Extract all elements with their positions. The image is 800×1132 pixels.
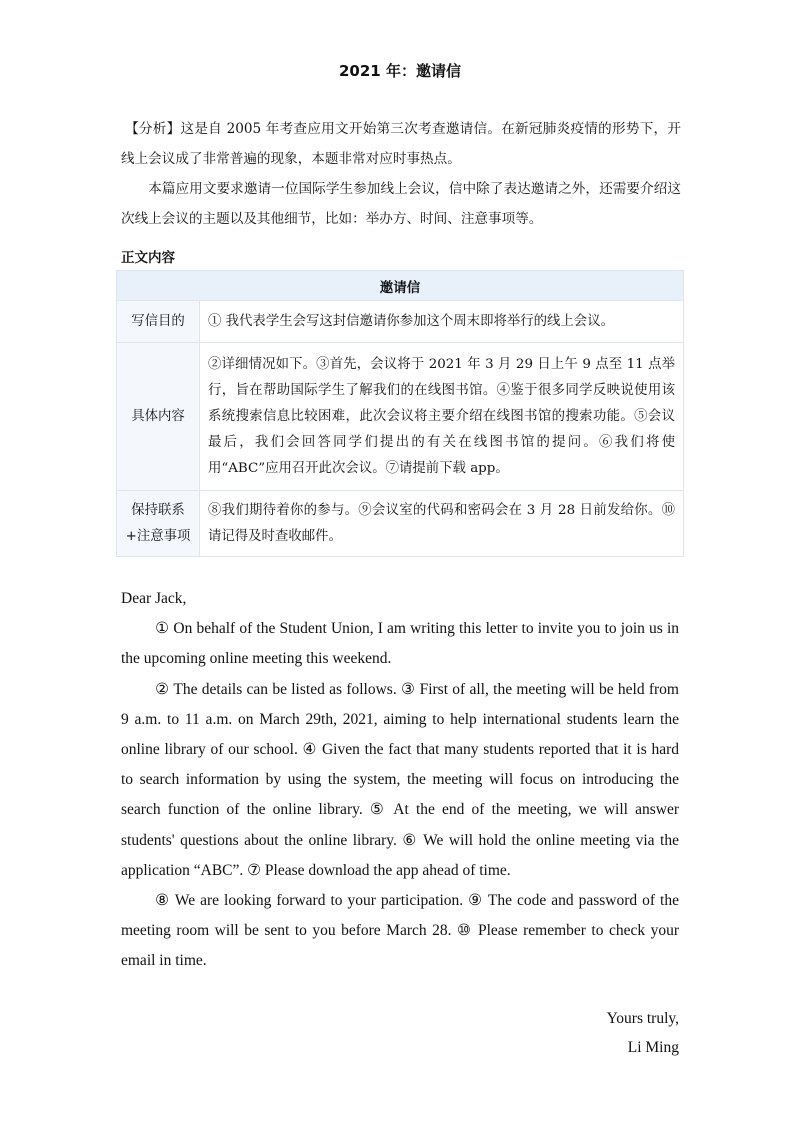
letter-paragraph-3: ⑧ We are looking forward to your participation. ⑨ The code and password of the meeting room will be sent to you before March 28. ⑩ Please remember to check your email in time. — [121, 892, 679, 970]
row-label: 具体内容 — [117, 343, 200, 491]
row-text: ⑧我们期待着你的参与。⑨会议室的代码和密码会在 3 月 28 日前发给你。⑩请记得及时查收邮件。 — [200, 491, 684, 557]
table-row — [117, 343, 684, 491]
letter-paragraph-2: ② The details can be listed as follows. ③ First of all, the meeting will be held from 9 a.m. to 11 a.m. on March 29th, 2021, aiming to help international students learn the online library of our school. ④ Given the fact that many students reported that it is hard to search information by using the system, the meeting will focus on introducing the search function of the online library. ⑤ At the end of the meeting, we will answer students' questions about the online library. ⑥ We will hold the online meeting via the application “ABC”. ⑦ Please download the app ahead of time. — [121, 680, 679, 879]
table-row — [117, 301, 684, 343]
table-row — [117, 491, 684, 557]
letter-body — [121, 584, 679, 977]
letter-signature: Li Ming — [627, 1039, 679, 1056]
letter-paragraph-1: ① On behalf of the Student Union, I am writing this letter to invite you to join us in the upcoming online meeting this weekend. — [121, 620, 679, 668]
row-text: ②详细情况如下。③首先，会议将于 2021 年 3 月 29 日上午 9 点至 11 点举行，旨在帮助国际学生了解我们的在线图书馆。④鉴于很多同学反映说使用该系统搜索信息比较困难，此次会议将主要介绍在线图书馆的搜索功能。⑤会议最后，我们会回答同学们提出的有关在线图书馆的提问。⑥我们将使用“ABC”应用召开此次会议。⑦请提前下载 app。 — [200, 343, 684, 491]
page-title: 2021 年：邀请信 — [339, 62, 461, 80]
row-label: 写信目的 — [117, 301, 200, 343]
row-label — [117, 491, 200, 557]
analysis-paragraph-2: 本篇应用文要求邀请一位国际学生参加线上会议，信中除了表达邀请之外，还需要介绍这次线上会议的主题以及其他细节，比如：举办方、时间、注意事项等。 — [121, 181, 681, 227]
section-label: 正文内容 — [121, 250, 175, 266]
row-text: ① 我代表学生会写这封信邀请你参加这个周末即将举行的线上会议。 — [200, 301, 684, 343]
letter-salutation: Dear Jack, — [121, 590, 187, 607]
analysis-section — [121, 114, 681, 234]
row-label-line-2: +注意事项 — [125, 528, 191, 544]
row-label-line-1: 保持联系 — [131, 502, 185, 518]
content-table — [116, 270, 684, 557]
letter-closing: Yours truly, — [606, 1010, 679, 1027]
letter-closing-block — [607, 1004, 679, 1062]
table-header: 邀请信 — [117, 271, 684, 301]
analysis-paragraph-1: 【分析】这是自 2005 年考查应用文开始第三次考查邀请信。在新冠肺炎疫情的形势下，开线上会议成了非常普遍的现象，本题非常对应时事热点。 — [121, 121, 681, 167]
